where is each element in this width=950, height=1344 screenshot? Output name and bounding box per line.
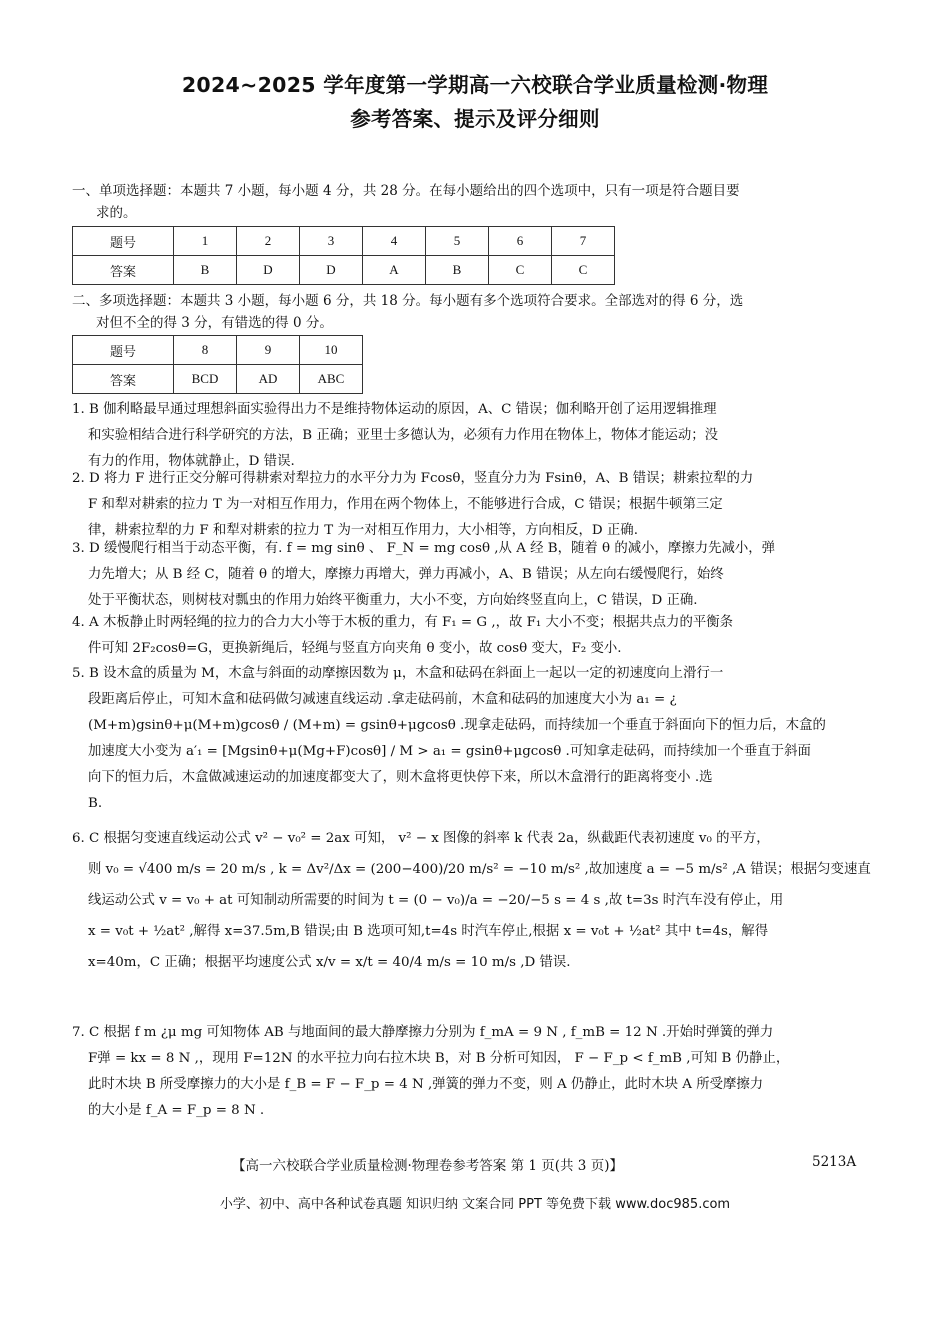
explanation-line: 向下的恒力后，木盒做减速运动的加速度都变大了，则木盒将更快停下来，所以木盒滑行的距离将变小 .选 (88, 770, 713, 785)
section2-answer-table (72, 335, 363, 394)
explanation-line: 1. B 伽利略最早通过理想斜面实验得出力不是维持物体运动的原因，A、C 错误；伽利略开创了运用逻辑推理 (72, 402, 717, 417)
section2-heading-line: 二、多项选择题：本题共 3 小题，每小题 6 分，共 18 分。每小题有多个选项符合要求。全部选对的得 6 分，选 (72, 293, 744, 309)
explanation-line: 处于平衡状态，则树枝对瓢虫的作用力始终平衡重力，大小不变，方向始终竖直向上，C 错误，D 正确. (88, 593, 698, 608)
question-number: 7 (552, 227, 615, 256)
answer-cell: ABC (300, 365, 363, 394)
explanation-line: x = v₀t + ½at² ,解得 x=37.5m,B 错误;由 B 选项可知,t=4s 时汽车停止,根据 x = v₀t + ½at² 其中 t=4s，解得 (88, 924, 769, 939)
explanation-line: F弹 = kx = 8 N ,，现用 F=12N 的水平拉力向右拉木块 B，对 B 分析可知因， F − F_p < f_mB ,可知 B 仍静止， (88, 1051, 790, 1066)
section2-heading (72, 290, 882, 334)
explanation-1 (72, 397, 882, 475)
row-label: 题号 (73, 336, 174, 365)
document-code: 5213A (812, 1154, 857, 1170)
explanation-4 (72, 610, 882, 662)
question-number: 5 (426, 227, 489, 256)
explanation-line: F 和犁对耕索的拉力 T 为一对相互作用力，作用在两个物体上，不能够进行合成，C 错误；根据牛顿第三定 (88, 497, 723, 512)
page-subtitle: 参考答案、提示及评分细则 (350, 107, 600, 131)
table-row (73, 365, 363, 394)
watermark-line: 小学、初中、高中各种试卷真题 知识归纳 文案合同 PPT 等免费下载 www.doc985.com (219, 1197, 731, 1212)
question-number: 8 (174, 336, 237, 365)
table-row (73, 336, 363, 365)
answer-cell: D (300, 256, 363, 285)
section1-heading (72, 180, 882, 224)
question-number: 2 (237, 227, 300, 256)
explanation-line: 加速度大小变为 a′₁ = [Mgsinθ+μ(Mg+F)cosθ] / M > a₁ = gsinθ+μgcosθ .可知拿走砝码，而持续加一个垂直于斜面 (88, 744, 811, 759)
row-label: 题号 (73, 227, 174, 256)
table-row (73, 256, 615, 285)
page-title: 2024~2025 学年度第一学期高一六校联合学业质量检测·物理 (181, 73, 769, 97)
explanation-line: 此时木块 B 所受摩擦力的大小是 f_B = F − F_p = 4 N ,弹簧的弹力不变，则 A 仍静止，此时木块 A 所受摩擦力 (88, 1077, 764, 1092)
question-number: 3 (300, 227, 363, 256)
explanation-line: (M+m)gsinθ+μ(M+m)gcosθ / (M+m) = gsinθ+μgcosθ .现拿走砝码，而持续加一个垂直于斜面向下的恒力后，木盒的 (88, 718, 826, 733)
explanation-line: 线运动公式 v = v₀ + at 可知制动所需要的时间为 t = (0 − v₀)/a = −20/−5 s = 4 s ,故 t=3s 时汽车没有停止，用 (88, 893, 784, 908)
explanation-line: 7. C 根据 f m ¿μ mg 可知物体 AB 与地面间的最大静摩擦力分别为 f_mA = 9 N , f_mB = 12 N .开始时弹簧的弹力 (72, 1025, 774, 1040)
section1-heading-line: 一、单项选择题：本题共 7 小题，每小题 4 分，共 28 分。在每小题给出的四个选项中，只有一项是符合题目要 (72, 183, 740, 199)
explanation-line: 5. B 设木盒的质量为 M，木盒与斜面的动摩擦因数为 μ，木盒和砝码在斜面上一起以一定的初速度向上滑行一 (72, 666, 724, 681)
explanation-line: 有力的作用，物体就静止，D 错误. (88, 454, 295, 469)
page-label: 【高一六校联合学业质量检测·物理卷参考答案 第 1 页(共 3 页)】 (232, 1158, 623, 1174)
answer-cell: AD (237, 365, 300, 394)
explanation-7 (72, 1020, 882, 1124)
explanation-line: 的大小是 f_A = F_p = 8 N . (88, 1103, 265, 1118)
explanation-3 (72, 536, 882, 614)
explanation-line: 2. D 将力 F 进行正交分解可得耕索对犁拉力的水平分力为 Fcosθ，竖直分力为 Fsinθ，A、B 错误；耕索拉犁的力 (72, 471, 754, 486)
section1-answer-table (72, 226, 615, 285)
explanation-line: B. (88, 796, 103, 811)
explanation-line: 件可知 2F₂cosθ=G，更换新绳后，轻绳与竖直方向夹角 θ 变小，故 cosθ 变大，F₂ 变小. (88, 641, 622, 656)
answer-cell: A (363, 256, 426, 285)
question-number: 1 (174, 227, 237, 256)
question-number: 9 (237, 336, 300, 365)
answer-cell: B (174, 256, 237, 285)
explanation-line: 3. D 缓慢爬行相当于动态平衡，有. f = mg sinθ 、 F_N = mg cosθ ,从 A 经 B，随着 θ 的减小，摩擦力先减小，弹 (72, 541, 776, 556)
row-label: 答案 (73, 256, 174, 285)
question-number: 6 (489, 227, 552, 256)
row-label: 答案 (73, 365, 174, 394)
explanation-6 (72, 823, 882, 978)
explanation-line: 6. C 根据匀变速直线运动公式 v² − v₀² = 2ax 可知， v² − x 图像的斜率 k 代表 2a，纵截距代表初速度 v₀ 的平方， (72, 831, 770, 846)
explanation-5 (72, 661, 882, 817)
answer-cell: D (237, 256, 300, 285)
answer-cell: BCD (174, 365, 237, 394)
table-row (73, 227, 615, 256)
explanation-line: 则 v₀ = √400 m/s = 20 m/s , k = Δv²/Δx = (200−400)/20 m/s² = −10 m/s² ,故加速度 a = −5 m/s² ,A 错误；根据匀变速直 (88, 862, 871, 877)
explanation-line: x=40m，C 正确；根据平均速度公式 x/v = x/t = 40/4 m/s = 10 m/s ,D 错误. (88, 955, 571, 970)
explanation-line: 4. A 木板静止时两轻绳的拉力的合力大小等于木板的重力，有 F₁ = G ,，故 F₁ 大小不变；根据共点力的平衡条 (72, 615, 734, 630)
answer-cell: C (552, 256, 615, 285)
explanation-line: 段距离后停止，可知木盒和砝码做匀减速直线运动 .拿走砝码前，木盒和砝码的加速度大小为 a₁ = ¿ (88, 692, 677, 707)
section1-heading-cont: 求的。 (96, 205, 137, 221)
question-number: 4 (363, 227, 426, 256)
explanation-line: 力先增大；从 B 经 C，随着 θ 的增大，摩擦力再增大，弹力再减小，A、B 错误；从左向右缓慢爬行，始终 (88, 567, 724, 582)
question-number: 10 (300, 336, 363, 365)
answer-cell: C (489, 256, 552, 285)
section2-heading-cont: 对但不全的得 3 分，有错选的得 0 分。 (96, 315, 333, 331)
explanation-line: 律，耕索拉犁的力 F 和犁对耕索的拉力 T 为一对相互作用力，大小相等，方向相反，D 正确. (88, 523, 638, 538)
explanation-2 (72, 466, 882, 544)
explanation-line: 和实验相结合进行科学研究的方法，B 正确；亚里士多德认为，必须有力作用在物体上，物体才能运动；没 (88, 428, 719, 443)
answer-cell: B (426, 256, 489, 285)
